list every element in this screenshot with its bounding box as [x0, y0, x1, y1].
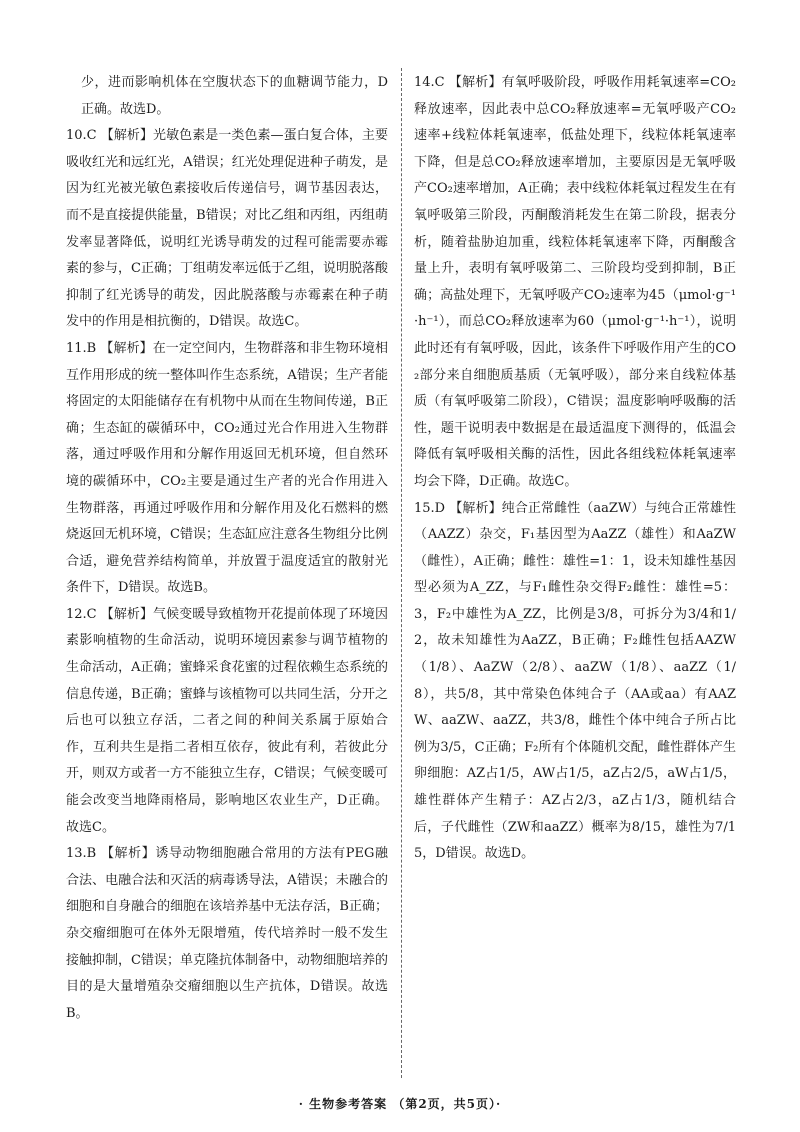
answer-14: 14.C 【解析】有氧呼吸阶段，呼吸作用耗氧速率=CO₂释放速率，因此表中总CO₂释放速率=无氧呼吸产CO₂速率+线粒体耗氧速率，低盐处理下，线粒体耗氧速率下降，但是总CO₂释放速率增加，主要原因是无氧呼吸产CO₂速率增加，A正确；表中线粒体耗氧过程发生在有氧呼吸第三阶段，丙酮酸消耗发生在第二阶段，据表分析，随着盐胁迫加重，线粒体耗氧速率下降，丙酮酸含量上升，表明有氧呼吸第二、三阶段均受到抑制，B正确；高盐处理下，无氧呼吸产CO₂速率为45（μmol·g⁻¹·h⁻¹），而总CO₂释放速率为60（μmol·g⁻¹·h⁻¹），说明此时还有有氧呼吸，因此，该条件下呼吸作用产生的CO₂部分来自细胞质基质（无氧呼吸），部分来自线粒体基质（有氧呼吸第二阶段），C错误；温度影响呼吸酶的活性，题干说明表中数据是在最适温度下测得的，低温会降低有氧呼吸相关酶的活性，因此各组线粒体耗氧速率均会下降，D正确。故选C。	[414, 75, 736, 489]
answer-10: 10.C 【解析】光敏色素是一类色素—蛋白复合体，主要吸收红光和远红光，A错误；红光处理促进种子萌发，是因为红光被光敏色素接收后传递信号，调节基因表达，而不是直接提供能量，B错误；对比乙组和丙组，丙组萌发率显著降低，说明红光诱导萌发的过程可能需要赤霉素的参与，C正确；丁组萌发率远低于乙组，说明脱落酸抑制了红光诱导的萌发，因此脱落酸与赤霉素在种子萌发中的作用是相抗衡的，D错误。故选C。	[66, 128, 388, 330]
right-column	[414, 70, 736, 868]
column-divider	[401, 68, 402, 1078]
page-footer: · 生物参考答案 （第2页，共5页）·	[298, 1097, 502, 1111]
answer-12: 12.C 【解析】气候变暖导致植物开花提前体现了环境因素影响植物的生命活动，说明环境因素参与调节植物的生命活动，A正确；蜜蜂采食花蜜的过程依赖生态系统的信息传递，B正确；蜜蜂与该植物可以共同生活，分开之后也可以独立存活，二者之间的种间关系属于原始合作，互利共生是指二者相互依存，彼此有利，若彼此分开，则双方或者一方不能独立生存，C错误；气候变暖可能会改变当地降雨格局，影响地区农业生产，D正确。故选C。	[66, 606, 388, 835]
continued-text: 少，进而影响机体在空腹状态下的血糖调节能力，D正确。故选D。	[81, 75, 388, 117]
answer-11: 11.B 【解析】在一定空间内，生物群落和非生物环境相互作用形成的统一整体叫作生态系统，A错误；生产者能将固定的太阳能储存在有机物中从而在生物间传递，B正确；生态缸的碳循环中，CO₂通过光合作用进入生物群落，通过呼吸作用和分解作用返回无机环境，但自然环境的碳循环中，CO₂主要是通过生产者的光合作用进入生物群落，再通过呼吸作用和分解作用及化石燃料的燃烧返回无机环境，C错误；生态缸应注意各生物组分比例合适，避免营养结构简单，并放置于温度适宜的散射光条件下，D错误。故选B。	[66, 340, 388, 596]
answer-13: 13.B 【解析】诱导动物细胞融合常用的方法有PEG融合法、电融合法和灭活的病毒诱导法，A错误；未融合的细胞和自身融合的细胞在该培养基中无法存活，B正确；杂交瘤细胞可在体外无限增殖，传代培养时一般不发生接触抑制，C错误；单克隆抗体制备中，动物细胞培养的目的是大量增殖杂交瘤细胞以生产抗体，D错误。故选B。	[66, 846, 388, 1021]
answer-15: 15.D 【解析】纯合正常雌性（aaZW）与纯合正常雄性（AAZZ）杂交，F₁基因型为AaZZ（雄性）和AaZW（雌性），A正确；雌性：雄性=1：1，设未知雄性基因型必须为A_ZZ，与F₁雌性杂交得F₂雌性：雄性=5：3，F₂中雄性为A_ZZ，比例是3/8，可拆分为3/4和1/2，故未知雄性为AaZZ，B正确；F₂雌性包括AAZW（1/8）、AaZW（2/8）、aaZW（1/8）、aaZZ（1/8），共5/8，其中常染色体纯合子（AA或aa）有AAZW、aaZW、aaZZ，共3/8，雌性个体中纯合子所占比例为3/5，C正确；F₂所有个体随机交配，雌性群体产生卵细胞：AZ占1/5，AW占1/5，aZ占2/5，aW占1/5，雄性群体产生精子：AZ占2/3，aZ占1/3，随机结合后，子代雌性（ZW和aaZZ）概率为8/15，雄性为7/15，D错误。故选D。	[414, 500, 736, 862]
left-column	[66, 70, 388, 1027]
